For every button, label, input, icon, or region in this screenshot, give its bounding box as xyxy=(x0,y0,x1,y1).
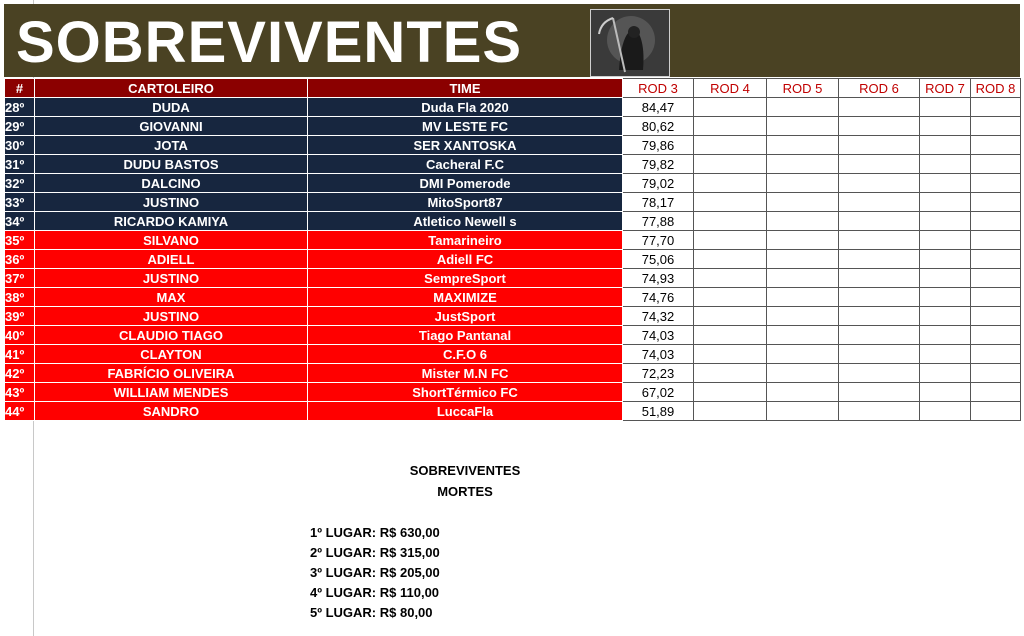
table-row xyxy=(5,136,1021,155)
rod4-score-cell[interactable] xyxy=(694,288,767,307)
rod7-score-cell[interactable] xyxy=(920,136,971,155)
cartoleiro-cell[interactable]: RICARDO KAMIYA xyxy=(35,212,308,231)
table-row xyxy=(5,98,1021,117)
title-banner xyxy=(4,4,1020,77)
cartoleiro-cell[interactable]: DALCINO xyxy=(35,174,308,193)
rod6-score-cell[interactable] xyxy=(839,307,920,326)
table-row xyxy=(5,117,1021,136)
rod4-score-cell[interactable] xyxy=(694,174,767,193)
rod5-score-cell[interactable] xyxy=(767,212,839,231)
rod5-score-cell[interactable] xyxy=(767,383,839,402)
rod7-score-cell[interactable] xyxy=(920,174,971,193)
rod5-score-cell[interactable] xyxy=(767,193,839,212)
cartoleiro-cell[interactable]: SANDRO xyxy=(35,402,308,421)
team-cell[interactable]: Tiago Pantanal xyxy=(308,326,623,345)
rod3-score-cell[interactable]: 79,82 xyxy=(623,155,694,174)
position-cell[interactable]: 32º xyxy=(5,174,35,193)
position-cell[interactable]: 35º xyxy=(5,231,35,250)
rod8-score-cell[interactable] xyxy=(971,117,1021,136)
rod7-score-cell[interactable] xyxy=(920,364,971,383)
rod7-score-cell[interactable] xyxy=(920,117,971,136)
table-body xyxy=(5,98,1021,421)
table-row xyxy=(5,212,1021,231)
rod3-score-cell[interactable]: 74,03 xyxy=(623,326,694,345)
rod6-score-cell[interactable] xyxy=(839,364,920,383)
position-cell[interactable]: 28º xyxy=(5,98,35,117)
header-row xyxy=(5,79,1021,98)
cartoleiro-cell[interactable]: JUSTINO xyxy=(35,269,308,288)
position-cell[interactable]: 34º xyxy=(5,212,35,231)
rod8-score-cell[interactable] xyxy=(971,98,1021,117)
column-header-time: TIME xyxy=(308,79,623,98)
rod8-score-cell[interactable] xyxy=(971,269,1021,288)
table-row xyxy=(5,326,1021,345)
table-row xyxy=(5,193,1021,212)
rod6-score-cell[interactable] xyxy=(839,269,920,288)
rod3-score-cell[interactable]: 51,89 xyxy=(623,402,694,421)
rod7-score-cell[interactable] xyxy=(920,193,971,212)
rod4-score-cell[interactable] xyxy=(694,155,767,174)
rod5-score-cell[interactable] xyxy=(767,269,839,288)
cartoleiro-cell[interactable]: MAX xyxy=(35,288,308,307)
rod3-score-cell[interactable]: 84,47 xyxy=(623,98,694,117)
rod8-score-cell[interactable] xyxy=(971,136,1021,155)
cartoleiro-cell[interactable]: JUSTINO xyxy=(35,193,308,212)
legend-survivors: SOBREVIVENTES xyxy=(409,463,521,478)
rod3-score-cell[interactable]: 74,76 xyxy=(623,288,694,307)
rod4-score-cell[interactable] xyxy=(694,117,767,136)
rod5-score-cell[interactable] xyxy=(767,155,839,174)
rod5-score-cell[interactable] xyxy=(767,288,839,307)
rod8-score-cell[interactable] xyxy=(971,288,1021,307)
rod7-score-cell[interactable] xyxy=(920,383,971,402)
rod8-score-cell[interactable] xyxy=(971,326,1021,345)
team-cell[interactable]: Duda Fla 2020 xyxy=(308,98,623,117)
cartoleiro-cell[interactable]: CLAYTON xyxy=(35,345,308,364)
rod7-score-cell[interactable] xyxy=(920,98,971,117)
rod3-score-cell[interactable]: 74,32 xyxy=(623,307,694,326)
team-cell[interactable]: JustSport xyxy=(308,307,623,326)
rod5-score-cell[interactable] xyxy=(767,231,839,250)
rod7-score-cell[interactable] xyxy=(920,250,971,269)
rod6-score-cell[interactable] xyxy=(839,383,920,402)
table-row xyxy=(5,307,1021,326)
rod4-score-cell[interactable] xyxy=(694,307,767,326)
team-cell[interactable]: ShortTérmico FC xyxy=(308,383,623,402)
rod8-score-cell[interactable] xyxy=(971,250,1021,269)
rod6-score-cell[interactable] xyxy=(839,174,920,193)
position-cell[interactable]: 39º xyxy=(5,307,35,326)
page-title: SOBREVIVENTES xyxy=(16,10,523,75)
cartoleiro-cell[interactable]: GIOVANNI xyxy=(35,117,308,136)
position-cell[interactable]: 29º xyxy=(5,117,35,136)
rod6-score-cell[interactable] xyxy=(839,288,920,307)
rod5-score-cell[interactable] xyxy=(767,402,839,421)
cartoleiro-cell[interactable]: FABRÍCIO OLIVEIRA xyxy=(35,364,308,383)
rod8-score-cell[interactable] xyxy=(971,402,1021,421)
table-row xyxy=(5,269,1021,288)
rod5-score-cell[interactable] xyxy=(767,136,839,155)
cartoleiro-cell[interactable]: WILLIAM MENDES xyxy=(35,383,308,402)
table-row xyxy=(5,250,1021,269)
rod7-score-cell[interactable] xyxy=(920,269,971,288)
team-cell[interactable]: MAXIMIZE xyxy=(308,288,623,307)
position-cell[interactable]: 41º xyxy=(5,345,35,364)
column-header-cartoleiro: CARTOLEIRO xyxy=(35,79,308,98)
team-cell[interactable]: MV LESTE FC xyxy=(308,117,623,136)
rod3-score-cell[interactable]: 74,03 xyxy=(623,345,694,364)
ranking-table xyxy=(4,78,1021,421)
table-row xyxy=(5,155,1021,174)
rod6-score-cell[interactable] xyxy=(839,155,920,174)
rod3-score-cell[interactable]: 79,02 xyxy=(623,174,694,193)
rod4-score-cell[interactable] xyxy=(694,364,767,383)
rod4-score-cell[interactable] xyxy=(694,136,767,155)
prize-list xyxy=(310,523,440,623)
team-cell[interactable]: C.F.O 6 xyxy=(308,345,623,364)
table-row xyxy=(5,288,1021,307)
position-cell[interactable]: 43º xyxy=(5,383,35,402)
table-row xyxy=(5,345,1021,364)
rod4-score-cell[interactable] xyxy=(694,269,767,288)
rod6-score-cell[interactable] xyxy=(839,345,920,364)
rod3-score-cell[interactable]: 75,06 xyxy=(623,250,694,269)
position-cell[interactable]: 37º xyxy=(5,269,35,288)
rod5-score-cell[interactable] xyxy=(767,250,839,269)
rod8-score-cell[interactable] xyxy=(971,174,1021,193)
rod6-score-cell[interactable] xyxy=(839,250,920,269)
rod3-score-cell[interactable]: 78,17 xyxy=(623,193,694,212)
rod4-score-cell[interactable] xyxy=(694,250,767,269)
prize-2: 2º LUGAR: R$ 315,00 xyxy=(310,545,440,560)
rod8-score-cell[interactable] xyxy=(971,364,1021,383)
rod3-score-cell[interactable]: 67,02 xyxy=(623,383,694,402)
rod3-score-cell[interactable]: 77,88 xyxy=(623,212,694,231)
rod3-score-cell[interactable]: 72,23 xyxy=(623,364,694,383)
rod8-score-cell[interactable] xyxy=(971,155,1021,174)
team-cell[interactable]: DMI Pomerode xyxy=(308,174,623,193)
prize-3: 3º LUGAR: R$ 205,00 xyxy=(310,565,440,580)
team-cell[interactable]: Atletico Newell s xyxy=(308,212,623,231)
legend-deaths: MORTES xyxy=(437,484,493,499)
cartoleiro-cell[interactable]: DUDA xyxy=(35,98,308,117)
rod6-score-cell[interactable] xyxy=(839,402,920,421)
prize-1: 1º LUGAR: R$ 630,00 xyxy=(310,525,440,540)
column-header-rod6: ROD 6 xyxy=(839,79,920,98)
table-row xyxy=(5,402,1021,421)
team-cell[interactable]: MitoSport87 xyxy=(308,193,623,212)
position-cell[interactable]: 44º xyxy=(5,402,35,421)
rod4-score-cell[interactable] xyxy=(694,326,767,345)
position-cell[interactable]: 42º xyxy=(5,364,35,383)
prize-4: 4º LUGAR: R$ 110,00 xyxy=(310,585,440,600)
rod4-score-cell[interactable] xyxy=(694,212,767,231)
rod7-score-cell[interactable] xyxy=(920,212,971,231)
column-header-rod7: ROD 7 xyxy=(920,79,971,98)
rod8-score-cell[interactable] xyxy=(971,193,1021,212)
table-row xyxy=(5,383,1021,402)
position-cell[interactable]: 31º xyxy=(5,155,35,174)
table-row xyxy=(5,364,1021,383)
cartoleiro-cell[interactable]: ADIELL xyxy=(35,250,308,269)
rod6-score-cell[interactable] xyxy=(839,136,920,155)
rod5-score-cell[interactable] xyxy=(767,326,839,345)
rod8-score-cell[interactable] xyxy=(971,383,1021,402)
rod6-score-cell[interactable] xyxy=(839,326,920,345)
rod4-score-cell[interactable] xyxy=(694,98,767,117)
cartoleiro-cell[interactable]: SILVANO xyxy=(35,231,308,250)
cartoleiro-cell[interactable]: CLAUDIO TIAGO xyxy=(35,326,308,345)
rod4-score-cell[interactable] xyxy=(694,193,767,212)
rod8-score-cell[interactable] xyxy=(971,231,1021,250)
column-header-rod4: ROD 4 xyxy=(694,79,767,98)
team-cell[interactable]: SempreSport xyxy=(308,269,623,288)
column-header-rod5: ROD 5 xyxy=(767,79,839,98)
position-cell[interactable]: 40º xyxy=(5,326,35,345)
cartoleiro-cell[interactable]: JUSTINO xyxy=(35,307,308,326)
team-cell[interactable]: LuccaFla xyxy=(308,402,623,421)
column-header-rod8: ROD 8 xyxy=(971,79,1021,98)
rod5-score-cell[interactable] xyxy=(767,98,839,117)
rod7-score-cell[interactable] xyxy=(920,326,971,345)
table-row xyxy=(5,174,1021,193)
grim-reaper-logo xyxy=(590,9,670,77)
team-cell[interactable]: SER XANTOSKA xyxy=(308,136,623,155)
rod5-score-cell[interactable] xyxy=(767,117,839,136)
table-row xyxy=(5,231,1021,250)
rod3-score-cell[interactable]: 77,70 xyxy=(623,231,694,250)
team-cell[interactable]: Mister M.N FC xyxy=(308,364,623,383)
rod7-score-cell[interactable] xyxy=(920,345,971,364)
position-cell[interactable]: 30º xyxy=(5,136,35,155)
cartoleiro-cell[interactable]: JOTA xyxy=(35,136,308,155)
rod3-score-cell[interactable]: 74,93 xyxy=(623,269,694,288)
rod3-score-cell[interactable]: 80,62 xyxy=(623,117,694,136)
rod4-score-cell[interactable] xyxy=(694,345,767,364)
rod6-score-cell[interactable] xyxy=(839,98,920,117)
rod7-score-cell[interactable] xyxy=(920,155,971,174)
rod7-score-cell[interactable] xyxy=(920,231,971,250)
grim-reaper-icon xyxy=(591,10,670,77)
rod6-score-cell[interactable] xyxy=(839,212,920,231)
rod7-score-cell[interactable] xyxy=(920,307,971,326)
team-cell[interactable]: Cacheral F.C xyxy=(308,155,623,174)
rod5-score-cell[interactable] xyxy=(767,174,839,193)
rod8-score-cell[interactable] xyxy=(971,307,1021,326)
rod4-score-cell[interactable] xyxy=(694,231,767,250)
position-cell[interactable]: 36º xyxy=(5,250,35,269)
column-header-rod3: ROD 3 xyxy=(623,79,694,98)
rod6-score-cell[interactable] xyxy=(839,231,920,250)
prize-5: 5º LUGAR: R$ 80,00 xyxy=(310,605,433,620)
rod7-score-cell[interactable] xyxy=(920,288,971,307)
cartoleiro-cell[interactable]: DUDU BASTOS xyxy=(35,155,308,174)
rod6-score-cell[interactable] xyxy=(839,117,920,136)
rod5-score-cell[interactable] xyxy=(767,345,839,364)
column-header-hash: # xyxy=(5,79,35,98)
team-cell[interactable]: Tamarineiro xyxy=(308,231,623,250)
rod5-score-cell[interactable] xyxy=(767,364,839,383)
rod8-score-cell[interactable] xyxy=(971,345,1021,364)
position-cell[interactable]: 38º xyxy=(5,288,35,307)
rod3-score-cell[interactable]: 79,86 xyxy=(623,136,694,155)
rod4-score-cell[interactable] xyxy=(694,402,767,421)
position-cell[interactable]: 33º xyxy=(5,193,35,212)
rod8-score-cell[interactable] xyxy=(971,212,1021,231)
rod5-score-cell[interactable] xyxy=(767,307,839,326)
team-cell[interactable]: Adiell FC xyxy=(308,250,623,269)
rod6-score-cell[interactable] xyxy=(839,193,920,212)
rod7-score-cell[interactable] xyxy=(920,402,971,421)
rod4-score-cell[interactable] xyxy=(694,383,767,402)
